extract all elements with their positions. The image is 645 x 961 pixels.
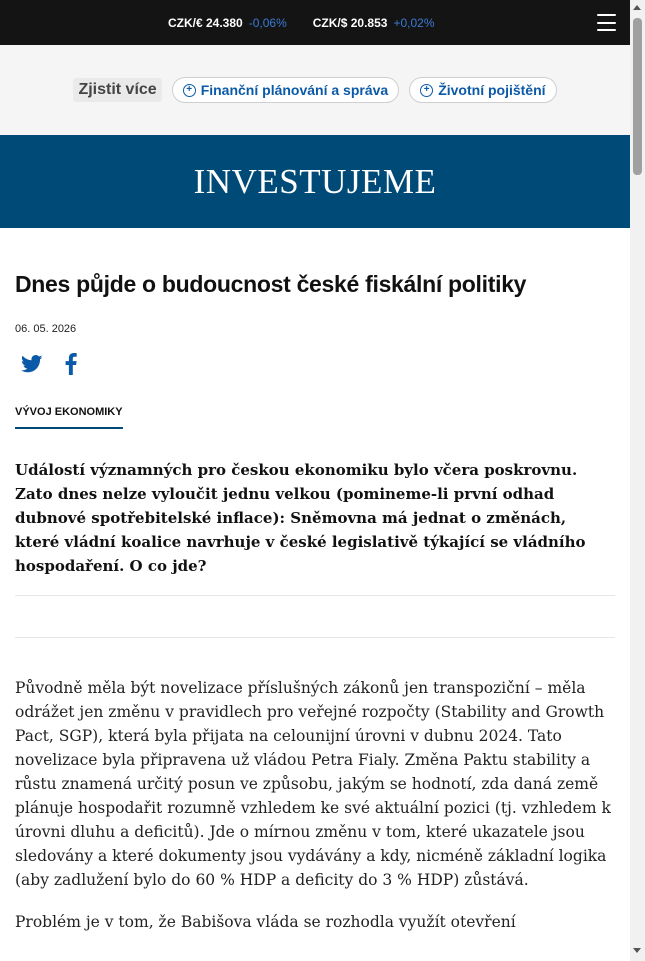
share-buttons — [15, 353, 615, 375]
pill-label: Životní pojištění — [438, 82, 546, 98]
article-paragraph: Původně měla být novelizace příslušných zákonů jen transpoziční – měla odrážet jen změnu v pravidlech pro veřejné rozpočty (Stability and Growth Pact, SGP), která byla přijata na celounijní úrovni v dubnu 2024. Tato novelizace byla připravena už vládou Petra Fialy. Změna Paktu stability a růstu znamená určitý posun ve způsobu, jakým se hodnotí, zda daná země plánuje hospodařit rozumně vzhledem ke své aktuální pozici (tj. vzhledem k úrovni dluhu a deficitů). Jde o mírnou změnu v tom, které ukazatele jsou sledovány a které dokumenty jsou vydávány a kdy, nicméně základní logika (aby zadlužení bylo do 60 % HDP a deficity do 3 % HDP) zůstává. — [15, 679, 611, 889]
pill-label: Finanční plánování a správa — [200, 82, 389, 98]
article-category-tag[interactable]: VÝVOJ EKONOMIKY — [15, 406, 123, 429]
scroll-thumb[interactable] — [633, 18, 642, 175]
ticker-change: -0,06% — [248, 15, 287, 30]
article-perex: Událostí významných pro českou ekonomiku bylo včera poskrovnu. Zato dnes nelze vyloučit jednu velkou (pomineme-li první odhad dubnové spotřebitelské inflace): Sněmovna má jednat o změnách, které vládní koalice navrhuje v české legislativě týkající se vládního hospodaření. O co jde? — [15, 458, 615, 596]
ticker-pair: CZK/€ 24.380 — [168, 15, 243, 30]
learn-more-label: Zjistit více — [73, 78, 161, 102]
hamburger-menu-icon[interactable] — [597, 14, 616, 31]
article-date: 06. 05. 2026 — [15, 323, 77, 335]
facebook-icon[interactable] — [65, 353, 77, 375]
ticker-pair: CZK/$ 20.853 — [312, 15, 388, 30]
currency-ticker-bar — [0, 0, 630, 45]
article-paragraph: Problém je v tom, že Babišova vláda se rozhodla využít otevření — [15, 913, 516, 931]
article — [0, 269, 630, 934]
pill-life-insurance[interactable] — [409, 77, 556, 103]
brand-logo[interactable]: INVESTUJEME — [193, 161, 437, 201]
article-title: Dnes půjde o budoucnost české fiskální politiky — [15, 271, 527, 297]
twitter-icon[interactable] — [21, 355, 43, 373]
article-body — [15, 676, 615, 934]
learn-more-strip — [0, 45, 630, 135]
brand-banner — [0, 135, 630, 228]
ticker-change: +0,02% — [393, 15, 435, 30]
vertical-scrollbar[interactable] — [630, 0, 645, 961]
ticker-item-usd[interactable] — [313, 16, 435, 30]
scroll-down-arrow-icon[interactable] — [633, 948, 641, 953]
ticker-item-eur[interactable] — [168, 16, 287, 30]
plus-circle-icon: + — [183, 84, 196, 97]
divider — [15, 637, 615, 638]
ticker-items — [168, 0, 435, 45]
scroll-up-arrow-icon[interactable] — [633, 5, 641, 10]
plus-circle-icon: + — [420, 84, 433, 97]
pill-financial-planning[interactable] — [172, 77, 400, 103]
